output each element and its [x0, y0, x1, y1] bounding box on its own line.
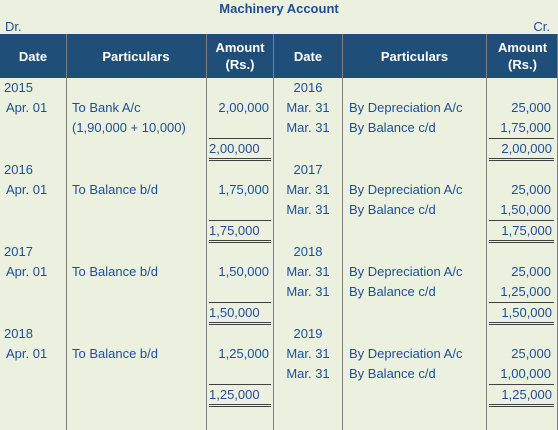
header-date-debit: [0, 34, 66, 78]
credit-total-double-rule: [489, 242, 554, 243]
debit-total-double-rule: [209, 324, 271, 325]
debit-total-double-rule: [209, 242, 271, 243]
credit-date: Mar. 31: [286, 264, 330, 279]
debit-total-double-rule: [209, 158, 271, 159]
credit-particular: By Balance c/d: [349, 366, 436, 381]
column-divider: [206, 34, 207, 430]
credit-amount: 25,000: [511, 346, 551, 361]
credit-amount: 25,000: [511, 264, 551, 279]
credit-year: 2016: [293, 80, 323, 95]
debit-date: Apr. 01: [6, 264, 48, 279]
debit-amount: 2,00,000: [218, 100, 269, 115]
header-particulars-credit-label: Particulars: [380, 48, 449, 64]
credit-total-double-rule: [489, 240, 554, 241]
credit-total-double-rule: [489, 158, 554, 159]
debit-total: 1,50,000: [209, 305, 260, 320]
credit-date: Mar. 31: [286, 100, 330, 115]
debit-total-double-rule: [209, 240, 271, 241]
credit-date: Mar. 31: [286, 366, 330, 381]
credit-date: Mar. 31: [286, 284, 330, 299]
debit-year: 2015: [4, 80, 33, 95]
debit-side-label: Dr.: [5, 19, 22, 34]
debit-year: 2017: [4, 244, 33, 259]
credit-amount: 25,000: [511, 182, 551, 197]
header-date-credit: [274, 34, 342, 78]
debit-total-double-rule: [209, 404, 271, 405]
debit-total: 1,25,000: [209, 387, 260, 402]
debit-total-double-rule: [209, 406, 271, 407]
credit-date: Mar. 31: [286, 182, 330, 197]
credit-particular: By Depreciation A/c: [349, 346, 463, 361]
column-divider: [66, 34, 67, 430]
debit-date: Apr. 01: [6, 182, 48, 197]
header-amount-debit-line1: Amount: [215, 40, 265, 55]
header-amount-credit-line2: (Rs.): [508, 57, 537, 72]
credit-total: 1,25,000: [501, 387, 552, 402]
column-divider: [273, 34, 274, 430]
debit-date: Apr. 01: [6, 346, 48, 361]
credit-total: 1,50,000: [501, 305, 552, 320]
credit-total-double-rule: [489, 404, 554, 405]
account-title: Machinery Account: [219, 1, 339, 16]
credit-particular: By Depreciation A/c: [349, 264, 463, 279]
header-amount-debit: [207, 34, 273, 78]
credit-particular: By Depreciation A/c: [349, 182, 463, 197]
debit-year: 2016: [4, 162, 33, 177]
header-particulars-debit-label: Particulars: [102, 48, 170, 64]
credit-date: Mar. 31: [286, 120, 330, 135]
credit-date: Mar. 31: [286, 346, 330, 361]
debit-particular: To Balance b/d: [72, 346, 159, 361]
credit-amount: 1,50,000: [500, 202, 551, 217]
debit-date: Apr. 01: [6, 100, 48, 115]
header-date-debit-label: Date: [18, 48, 48, 64]
header-amount-debit-line2: (Rs.): [225, 57, 255, 72]
debit-particular: To Balance b/d: [72, 264, 159, 279]
credit-particular: By Depreciation A/c: [349, 100, 463, 115]
debit-total: 2,00,000: [209, 141, 260, 156]
debit-total-double-rule: [209, 322, 271, 323]
header-particulars-credit: [343, 34, 486, 78]
debit-particular: To Bank A/c: [72, 100, 141, 115]
credit-total-double-rule: [489, 406, 554, 407]
credit-amount: 1,00,000: [500, 366, 551, 381]
debit-total: 1,75,000: [209, 223, 260, 238]
credit-total-double-rule: [489, 160, 554, 161]
header-amount-credit: [487, 34, 558, 78]
credit-amount: 25,000: [511, 100, 551, 115]
credit-total-double-rule: [489, 322, 554, 323]
debit-amount: 1,25,000: [218, 346, 269, 361]
debit-total-double-rule: [209, 160, 271, 161]
credit-particular: By Balance c/d: [349, 120, 436, 135]
credit-particular: By Balance c/d: [349, 284, 436, 299]
credit-amount: 1,75,000: [500, 120, 551, 135]
header-date-credit-label: Date: [293, 48, 323, 64]
credit-year: 2017: [293, 162, 323, 177]
credit-amount: 1,25,000: [500, 284, 551, 299]
credit-date: Mar. 31: [286, 202, 330, 217]
debit-amount: 1,75,000: [218, 182, 269, 197]
credit-year: 2018: [293, 244, 323, 259]
credit-total: 2,00,000: [501, 141, 552, 156]
credit-particular: By Balance c/d: [349, 202, 436, 217]
debit-amount: 1,50,000: [218, 264, 269, 279]
credit-side-label: Cr.: [533, 19, 550, 34]
header-amount-credit-line1: Amount: [497, 40, 548, 55]
credit-total-double-rule: [489, 324, 554, 325]
credit-total: 1,75,000: [501, 223, 552, 238]
column-divider: [342, 34, 343, 430]
debit-particular: (1,90,000 + 10,000): [72, 120, 186, 135]
debit-year: 2018: [4, 326, 33, 341]
debit-particular: To Balance b/d: [72, 182, 159, 197]
credit-year: 2019: [293, 326, 323, 341]
header-particulars-debit: [66, 34, 206, 78]
